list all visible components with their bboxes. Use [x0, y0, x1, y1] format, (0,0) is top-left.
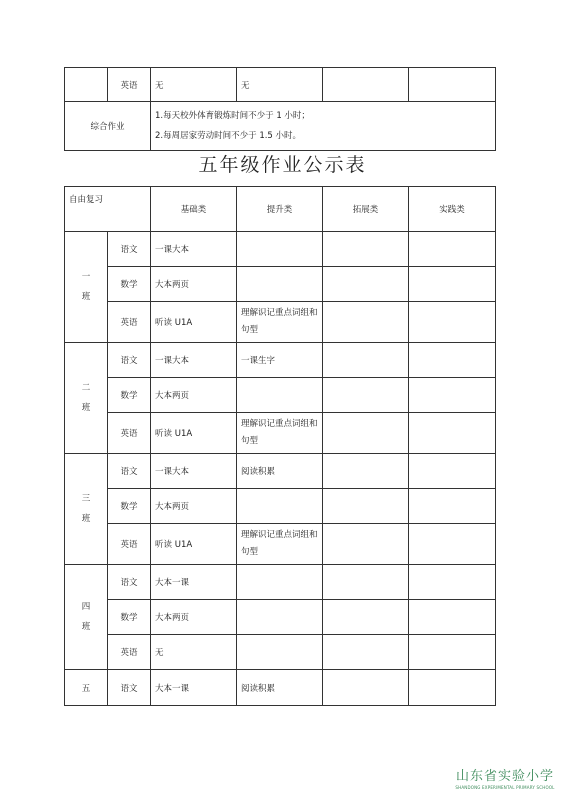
logo-english-name: SHANDONG EXPERIMENTAL PRIMARY SCHOOL: [455, 785, 555, 790]
basic-cell: 大本两页: [151, 378, 237, 413]
basic-cell: 听读 U1A: [151, 302, 237, 343]
class-name: 二: [81, 383, 91, 393]
logo-chinese-name: 山东省实验小学: [455, 769, 554, 784]
practice-cell: [409, 600, 496, 635]
improve-cell: 理解识记重点词组和句型: [237, 302, 323, 343]
subject-cell: 英语: [108, 635, 151, 670]
basic-cell: 大本两页: [151, 489, 237, 524]
improve-cell: [237, 267, 323, 302]
subject-cell: 英语: [108, 524, 151, 565]
subject-cell: 英语: [108, 68, 151, 102]
improve-cell: 一课生字: [237, 343, 323, 378]
extend-cell: [323, 267, 409, 302]
basic-cell: 大本一课: [151, 565, 237, 600]
corner-header: 自由复习: [65, 187, 151, 232]
class-cell: [65, 68, 108, 102]
class-suffix: 班: [81, 622, 91, 632]
table-row: [65, 670, 496, 706]
extend-cell: [323, 413, 409, 454]
improve-cell: 理解识记重点词组和句型: [237, 524, 323, 565]
table-row: [65, 267, 496, 302]
basic-cell: 听读 U1A: [151, 413, 237, 454]
requirement-line: 1.每天校外体育锻炼时间不少于 1 小时；: [155, 111, 310, 121]
practice-cell: [409, 232, 496, 267]
table-row: [65, 454, 496, 489]
practice-cell: [409, 454, 496, 489]
class-name: 四: [81, 602, 91, 612]
extend-cell: [323, 524, 409, 565]
header-improve: 提升类: [237, 187, 323, 232]
subject-cell: 英语: [108, 302, 151, 343]
basic-cell: 大本一课: [151, 670, 237, 706]
improve-cell: [237, 232, 323, 267]
table-row: [65, 102, 496, 151]
practice-cell: [409, 68, 496, 102]
improve-cell: [237, 378, 323, 413]
basic-cell: 无: [151, 68, 237, 102]
basic-cell: 一课大本: [151, 232, 237, 267]
practice-cell: [409, 343, 496, 378]
subject-cell: 数学: [108, 378, 151, 413]
class-cell: [65, 232, 108, 343]
practice-cell: [409, 378, 496, 413]
extend-cell: [323, 343, 409, 378]
subject-cell: 语文: [108, 670, 151, 706]
improve-cell: 阅读积累: [237, 454, 323, 489]
table-row: [65, 68, 496, 102]
subject-cell: 语文: [108, 454, 151, 489]
improve-cell: 理解识记重点词组和句型: [237, 413, 323, 454]
basic-cell: 一课大本: [151, 343, 237, 378]
subject-cell: 语文: [108, 232, 151, 267]
homework-table: [64, 186, 496, 706]
page-title: 五年级作业公示表: [198, 154, 367, 176]
requirement-line: 2.每周居家劳动时间不少于 1.5 小时。: [155, 131, 302, 141]
table-row: [65, 635, 496, 670]
extend-cell: [323, 565, 409, 600]
class-suffix: 班: [81, 403, 91, 413]
comprehensive-requirements: [151, 102, 496, 151]
table-row: [65, 378, 496, 413]
extend-cell: [323, 670, 409, 706]
basic-cell: 大本两页: [151, 267, 237, 302]
subject-cell: 英语: [108, 413, 151, 454]
improve-cell: 无: [237, 68, 323, 102]
practice-cell: [409, 635, 496, 670]
practice-cell: [409, 565, 496, 600]
table-row: [65, 232, 496, 267]
class-name: 一: [81, 272, 91, 282]
table-row: [65, 489, 496, 524]
table-row: [65, 600, 496, 635]
subject-cell: 数学: [108, 600, 151, 635]
improve-cell: [237, 565, 323, 600]
class-suffix: 班: [81, 514, 91, 524]
extend-cell: [323, 68, 409, 102]
extend-cell: [323, 635, 409, 670]
basic-cell: 无: [151, 635, 237, 670]
school-logo: [455, 765, 555, 790]
header-basic: 基础类: [151, 187, 237, 232]
table-row: [65, 413, 496, 454]
improve-cell: [237, 489, 323, 524]
table-row: [65, 524, 496, 565]
comprehensive-label: 综合作业: [65, 102, 151, 151]
extend-cell: [323, 600, 409, 635]
practice-cell: [409, 302, 496, 343]
basic-cell: 大本两页: [151, 600, 237, 635]
improve-cell: [237, 600, 323, 635]
practice-cell: [409, 413, 496, 454]
improve-cell: 阅读积累: [237, 670, 323, 706]
header-extend: 拓展类: [323, 187, 409, 232]
class-cell: [65, 454, 108, 565]
extend-cell: [323, 454, 409, 489]
subject-cell: 语文: [108, 343, 151, 378]
class-cell: [65, 565, 108, 670]
table-row: [65, 302, 496, 343]
header-practice: 实践类: [409, 187, 496, 232]
extend-cell: [323, 489, 409, 524]
class-suffix: 班: [81, 292, 91, 302]
header-row: [65, 187, 496, 232]
practice-cell: [409, 489, 496, 524]
improve-cell: [237, 635, 323, 670]
practice-cell: [409, 524, 496, 565]
previous-grade-table: [64, 67, 496, 151]
basic-cell: 一课大本: [151, 454, 237, 489]
extend-cell: [323, 232, 409, 267]
practice-cell: [409, 267, 496, 302]
subject-cell: 数学: [108, 267, 151, 302]
class-cell: [65, 343, 108, 454]
class-name: 三: [81, 494, 91, 504]
basic-cell: 听读 U1A: [151, 524, 237, 565]
extend-cell: [323, 378, 409, 413]
practice-cell: [409, 670, 496, 706]
subject-cell: 数学: [108, 489, 151, 524]
table-row: [65, 343, 496, 378]
class-cell: 五: [65, 670, 108, 706]
extend-cell: [323, 302, 409, 343]
subject-cell: 语文: [108, 565, 151, 600]
table-row: [65, 565, 496, 600]
